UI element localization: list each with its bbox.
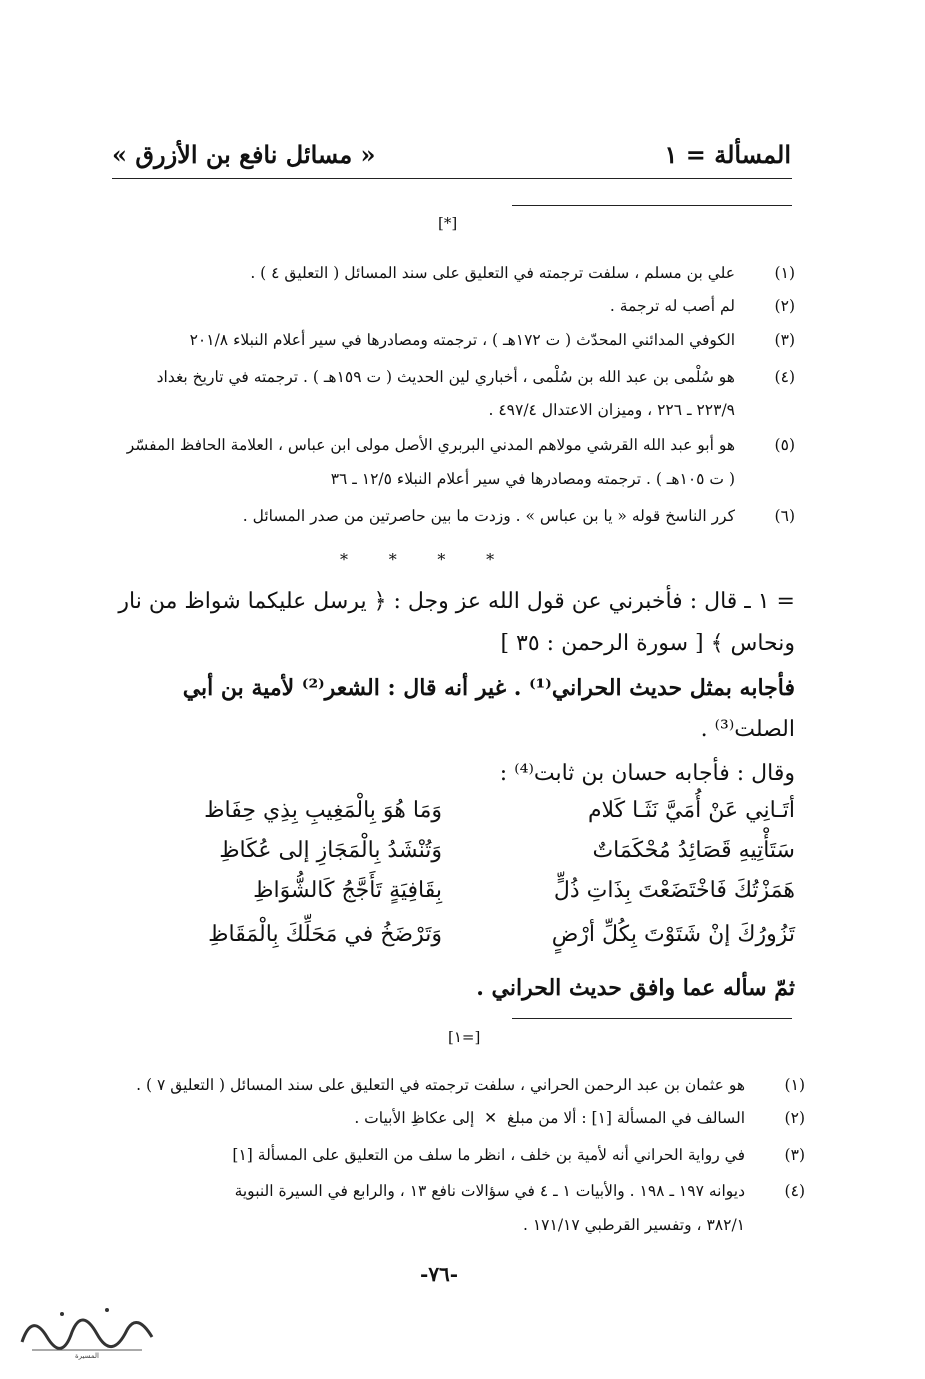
footnote-item bbox=[125, 1070, 805, 1100]
footnote-text: هو سُلْمى بن عبد الله بن سُلْمى ، أخباري لين الحديث ( ت ١٥٩هـ ) . ترجمته في تاريخ بغداد bbox=[156, 368, 735, 386]
footnote-text: السالف في المسألة [١] : ألا من مبلغ ✕ إلى عكاظِ الأبيات . bbox=[354, 1109, 745, 1127]
section-label: [١=] bbox=[448, 1028, 481, 1046]
verse-left: بِقَافِيَةٍ تَأَجَّجُ كَالشُّوَاظِ bbox=[253, 878, 442, 903]
footnote-text: ديوانه ١٩٧ ـ ١٩٨ . والأبيات ١ ـ ٤ في سؤالات نافع ١٣ ، والرابع في السيرة النبوية bbox=[234, 1182, 745, 1200]
footnote-number: (٦) bbox=[774, 507, 795, 525]
footnote-text: كرر الناسخ قوله « يا بن عباس » . وزدت ما بين حاصرتين من صدر المسائل . bbox=[242, 507, 735, 525]
footnote-item bbox=[125, 362, 795, 422]
footnote-item bbox=[125, 291, 795, 321]
verse-right: أتَـانِي عَنْ أُمَيَّ نَثَـا كَلام bbox=[587, 798, 795, 823]
verse-right: سَتَأْتِيهِ قَصَائِدُ مُحْكَمَاتٌ bbox=[592, 838, 795, 863]
verse-left: وَتُنْشَدُ بِالْمَجَازِ إلى عُكَاظِ bbox=[219, 838, 442, 863]
footnote-number: (٢) bbox=[774, 297, 795, 315]
main-text-line: فأجابه بمثل حديث الحراني⁽¹⁾ . غير أنه قال : الشعر⁽²⁾ لأمية بن أبي bbox=[182, 675, 795, 701]
library-stamp-logo bbox=[12, 1292, 162, 1362]
footnote-text: هو عثمان بن عبد الرحمن الحراني ، سلفت ترجمته في التعليق على سند المسائل ( التعليق ٧ ) . bbox=[136, 1076, 745, 1094]
verse-right: تَزُورُكَ إنْ شَتَوْتَ بِكُلِّ أرْضٍ bbox=[551, 922, 795, 947]
chapter-heading: المسألة = ١ bbox=[664, 140, 791, 169]
footnote-item bbox=[125, 1103, 805, 1133]
star-separator: * * * * bbox=[340, 550, 495, 569]
footnote-item bbox=[125, 430, 795, 490]
main-text-line: الصلت⁽³⁾ . bbox=[700, 717, 795, 742]
closing-line: ثمّ سأله عما وافق حديث الحراني . bbox=[476, 975, 795, 1001]
main-text-line: وقال : فأجابه حسان بن ثابت⁽⁴⁾ : bbox=[499, 761, 795, 786]
footnote-number: (٥) bbox=[774, 436, 795, 454]
main-text-line: ونحاس ﴾ [ سورة الرحمن : ٣٥ ] bbox=[500, 631, 795, 656]
footnote-number: (٢) bbox=[784, 1109, 805, 1127]
footnote-item bbox=[125, 258, 795, 288]
verse-left: وَمَا هُوَ بِالْمَغِيبِ بِذِي حِفَاظ bbox=[204, 798, 442, 823]
footnote-text: الكوفي المدائني المحدّث ( ت ١٧٢هـ ) ، ترجمته ومصادرها في سير أعلام النبلاء ٢٠١/٨ bbox=[189, 331, 735, 349]
footnote-separator-top bbox=[512, 205, 792, 206]
footnote-item bbox=[125, 501, 795, 531]
header-rule bbox=[112, 178, 792, 179]
main-text-line: = ١ ـ قال : فأخبرني عن قول الله عز وجل : ﴿ يرسل عليكما شواظ من نار bbox=[118, 589, 795, 614]
footnote-number: (٣) bbox=[784, 1146, 805, 1164]
footnote-item bbox=[125, 1176, 805, 1238]
footnote-number: (١) bbox=[784, 1076, 805, 1094]
footnote-number: (٣) bbox=[774, 331, 795, 349]
footnote-text: في رواية الحراني أنه لأمية بن خلف ، انظر ما سلف من التعليق على المسألة [١] bbox=[232, 1146, 745, 1164]
footnote-number: (٤) bbox=[784, 1182, 805, 1200]
verse-right: هَمَزْتُكَ فَاخْتَضَعْتَ بِذَاتِ ذُلٍّ bbox=[553, 878, 795, 903]
footnote-separator-bottom bbox=[512, 1018, 792, 1019]
footnote-text: هو أبو عبد الله القرشي مولاهم المدني البربري الأصل مولى ابن عباس ، العلامة الحافظ المفسّر bbox=[126, 436, 735, 454]
book-title: « مسائل نافع بن الأزرق » bbox=[112, 140, 376, 169]
footnote-text-cont: ٢٢٣/٩ ـ ٢٢٦ ، وميزان الاعتدال ٤٩٧/٤ . bbox=[488, 401, 735, 419]
footnote-text: لم أصب له ترجمة . bbox=[609, 297, 735, 315]
verse-left: وَتَرْضَخُ في مَحَلِّكَ بِالْمَقَاظِ bbox=[208, 922, 442, 947]
footnote-text-cont: ٣٨٢/١ ، وتفسير القرطبي ١٧١/١٧ . bbox=[522, 1216, 745, 1234]
footnote-text-cont: ( ت ١٠٥هـ ) . ترجمته ومصادرها في سير أعلام النبلاء ١٢/٥ ـ ٣٦ bbox=[330, 470, 735, 488]
footnote-item bbox=[125, 1140, 805, 1170]
page-number: -٧٦- bbox=[420, 1262, 459, 1286]
footnote-item bbox=[125, 325, 795, 355]
footnote-number: (١) bbox=[774, 264, 795, 282]
stamp-caption: المسيرة bbox=[74, 1352, 100, 1360]
footnote-text: علي بن مسلم ، سلفت ترجمته في التعليق على سند المسائل ( التعليق ٤ ) . bbox=[250, 264, 735, 282]
footnote-number: (٤) bbox=[774, 368, 795, 386]
section-label: [*] bbox=[438, 214, 458, 232]
